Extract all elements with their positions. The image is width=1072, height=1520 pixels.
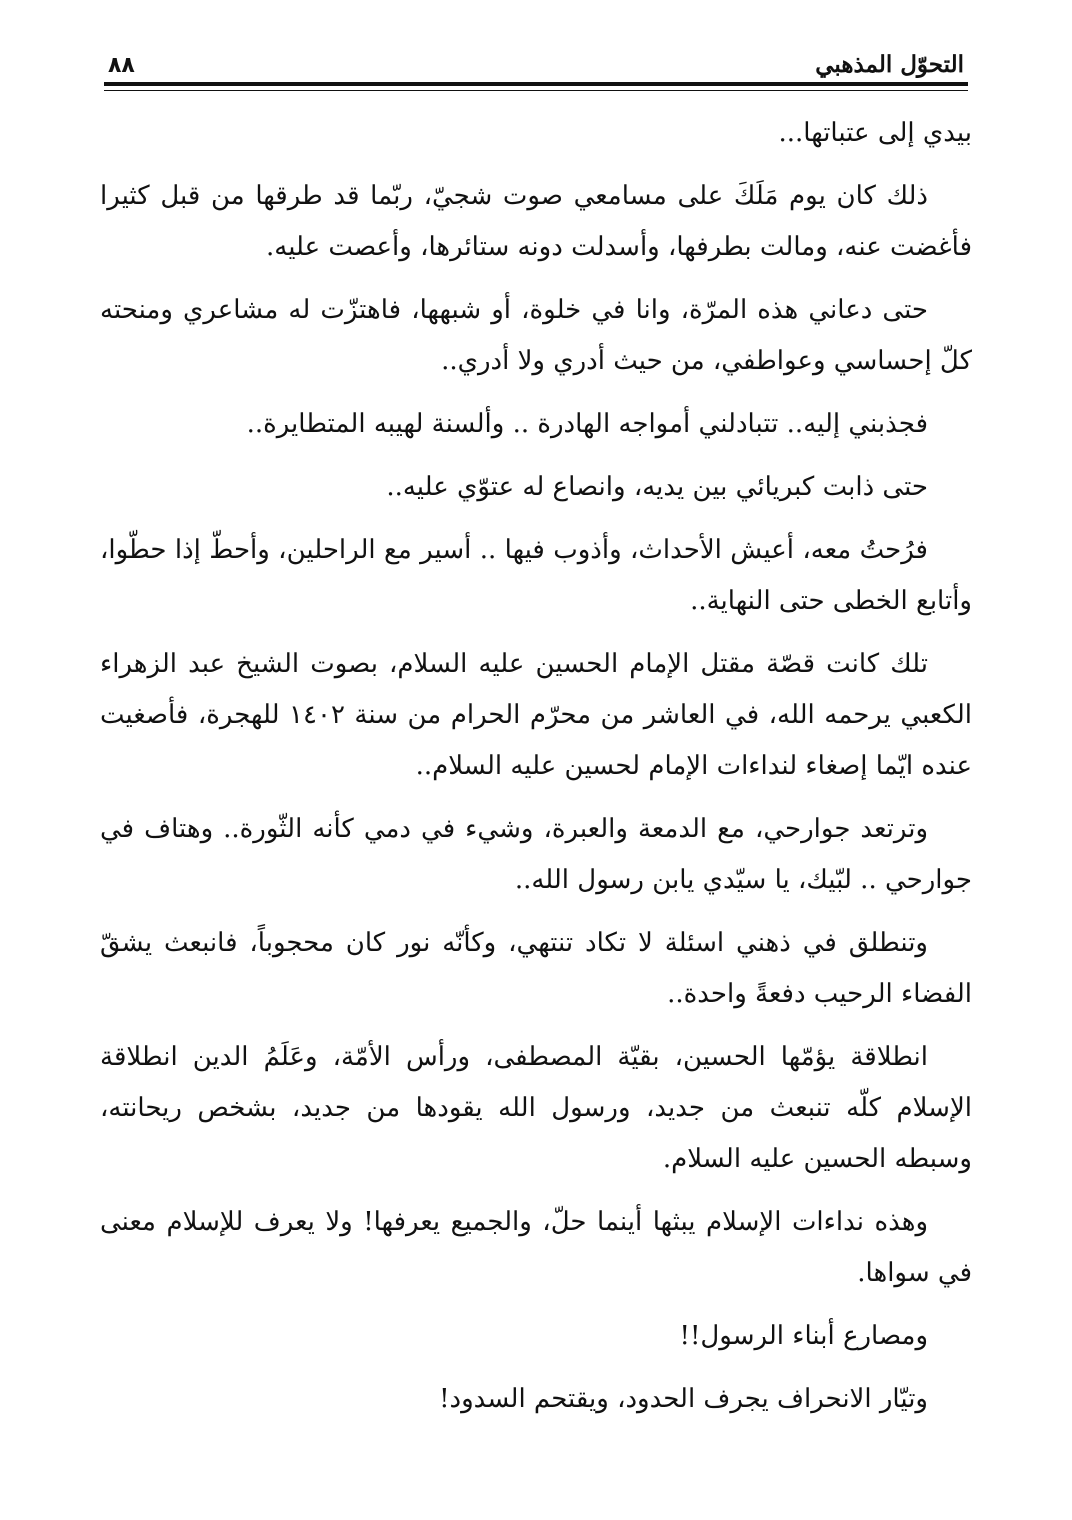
paragraph: ومصارع أبناء الرسول!! bbox=[679, 1321, 928, 1351]
running-header bbox=[108, 34, 964, 78]
paragraph: فجذبني إليه.. تتبادلني أمواجه الهادرة .. وألسنة لهيبه المتطايرة.. bbox=[246, 409, 928, 439]
paragraph: حتى ذابت كبريائي بين يديه، وانصاع له عتوّي عليه.. bbox=[386, 472, 928, 502]
paragraph: بيدي إلى عتباتها... bbox=[778, 118, 972, 148]
header-rule-thin bbox=[104, 90, 968, 91]
paragraph: وهذه نداءات الإسلام يبثها أينما حلّ، والجميع يعرفها! ولا يعرف للإسلام معنى في سواها. bbox=[100, 1207, 972, 1288]
paragraph: وتنطلق في ذهني اسئلة لا تكاد تنتهي، وكأنّه نور كان محجوباً، فانبعث يشقّ الفضاء الرحيب دفعةً واحدة.. bbox=[100, 928, 972, 1009]
running-title: التحوّل المذهبي bbox=[815, 51, 964, 78]
page-number: ٨٨ bbox=[108, 53, 135, 78]
header-rule-thick bbox=[104, 82, 968, 86]
paragraph: فرُحتُ معه، أعيش الأحداث، وأذوب فيها .. أسير مع الراحلين، وأحطّ إذا حطّوا، وأتابع الخطى حتى النهاية.. bbox=[100, 535, 972, 616]
paragraph: حتى دعاني هذه المرّة، وانا في خلوة، أو شبهها، فاهتزّت له مشاعري ومنحته كلّ إحساسي وعواطفي، من حيث أدري ولا أدري.. bbox=[100, 295, 972, 376]
paragraph: ذلك كان يوم مَلَكَ على مسامعي صوت شجيّ، ربّما قد طرقها من قبل كثيرا فأغضت عنه، ومالت بطرفها، وأسدلت دونه ستائرها، وأعصت عليه. bbox=[100, 181, 972, 262]
paragraph: وترتعد جوارحي، مع الدمعة والعبرة، وشيء في دمي كأنه الثّورة.. وهتاف في جوارحي .. لبّيك، يا سيّدي يابن رسول الله.. bbox=[100, 814, 972, 895]
paragraph: تلك كانت قصّة مقتل الإمام الحسين عليه السلام، بصوت الشيخ عبد الزهراء الكعبي يرحمه الله، في العاشر من محرّم الحرام من سنة ١٤٠٢ للهجرة، فأصغيت عنده ايّما إصغاء لنداءات الإمام لحسين عليه السلام.. bbox=[100, 649, 972, 781]
paragraph: وتيّار الانحراف يجرف الحدود، ويقتحم السدود! bbox=[439, 1384, 928, 1414]
body-text bbox=[100, 108, 972, 1437]
paragraph: انطلاقة يؤمّها الحسين، بقيّة المصطفى، ورأس الأمّة، وعَلَمُ الدين انطلاقة الإسلام كلّه تنبعث من جديد، ورسول الله يقودها من جديد، بشخص ريحانته، وسبطه الحسين عليه السلام. bbox=[100, 1042, 972, 1174]
